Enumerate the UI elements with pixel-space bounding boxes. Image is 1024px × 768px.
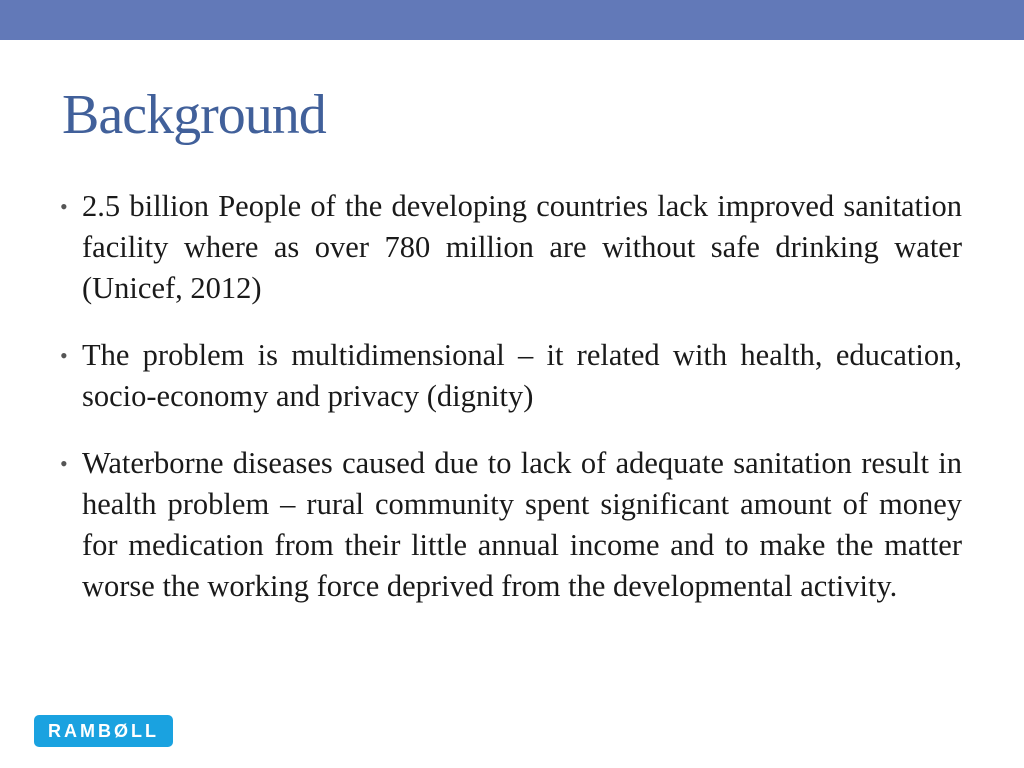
bullet-list: [60, 186, 962, 633]
slide-title: Background: [62, 84, 326, 146]
bullet-item: [60, 443, 962, 607]
bullet-icon: •: [60, 343, 68, 368]
bullet-item: [60, 335, 962, 417]
bullet-icon: •: [60, 451, 68, 476]
ramboll-logo: RAMBØLL: [34, 715, 173, 747]
bullet-text: Waterborne diseases caused due to lack of adequate sanitation result in health problem – rural community spent significant amount of money for medication from their little annual income and to make the matter worse the working force deprived from the developmental activity.: [82, 446, 962, 603]
slide-header-bar: [0, 0, 1024, 40]
bullet-icon: •: [60, 194, 68, 219]
bullet-text: 2.5 billion People of the developing countries lack improved sanitation facility where as over 780 million are without safe drinking water (Unicef, 2012): [82, 189, 962, 305]
bullet-item: [60, 186, 962, 309]
bullet-text: The problem is multidimensional – it related with health, education, socio-economy and privacy (dignity): [82, 338, 962, 413]
